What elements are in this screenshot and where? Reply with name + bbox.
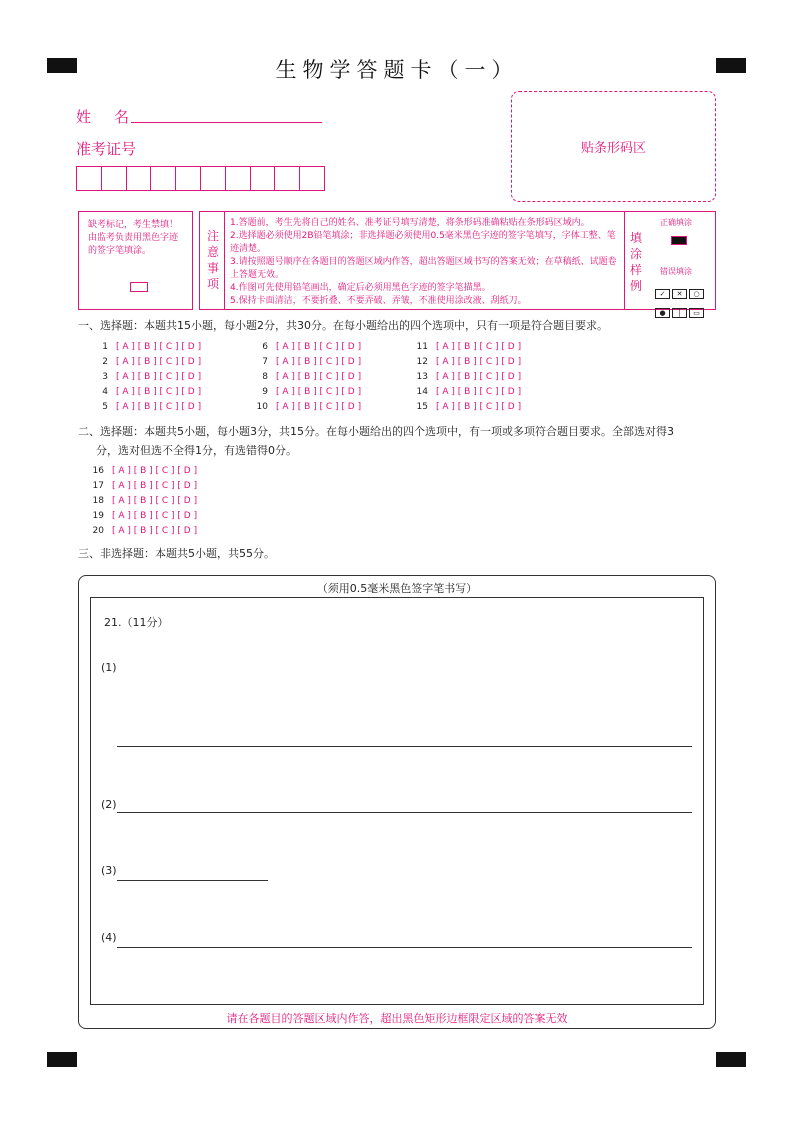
choice-row[interactable] [88,511,197,521]
choice-row[interactable] [412,372,521,382]
absent-mark-checkbox[interactable] [130,282,148,292]
question-number: 10 [256,402,268,412]
choice-row[interactable] [252,402,361,412]
question-number: 19 [92,511,104,521]
question-number: 15 [416,402,428,412]
fill-sample-label: 填涂样例 [629,231,642,293]
id-digit-cell[interactable] [201,167,226,190]
question-number: 13 [416,372,428,382]
choice-row[interactable] [92,402,201,412]
id-digit-cell[interactable] [77,167,102,190]
choice-options[interactable]: [ A ] [ B ] [ C ] [ D ] [436,357,522,367]
registration-mark-bottom-right [716,1052,746,1067]
choice-row[interactable] [252,387,361,397]
note-item: 4.作图可先使用铅笔画出，确定后必须用黑色字迹的签字笔描黑。 [230,283,491,293]
question-number: 20 [92,526,104,536]
question-number: 8 [262,372,268,382]
registration-mark-bottom-left [47,1052,77,1067]
part-2-label: (2) [101,798,117,811]
wrong-sample-check: ✓ [655,289,670,299]
name-label: 姓 名 [76,108,134,126]
choice-options[interactable]: [ A ] [ B ] [ C ] [ D ] [112,481,198,491]
question-21-label: 21.（11分） [104,616,169,629]
choice-options[interactable]: [ A ] [ B ] [ C ] [ D ] [112,511,198,521]
page-title: 生物学答题卡（一） [275,58,519,82]
choice-options[interactable]: [ A ] [ B ] [ C ] [ D ] [116,402,202,412]
choice-row[interactable] [92,342,201,352]
wrong-sample-rect: ▭ [689,308,704,318]
note-item: 1.答题前，考生先将自己的姓名、准考证号填写清楚，将条形码准确粘贴在条形码区域内。 [230,218,590,228]
question-number: 9 [262,387,268,397]
question-number: 14 [416,387,428,397]
choice-row[interactable] [92,372,201,382]
question-number: 7 [262,357,268,367]
choice-options[interactable]: [ A ] [ B ] [ C ] [ D ] [436,372,522,382]
id-digit-cell[interactable] [102,167,127,190]
name-field[interactable] [131,108,322,123]
choice-options[interactable]: [ A ] [ B ] [ C ] [ D ] [116,357,202,367]
id-digit-cell[interactable] [151,167,176,190]
wrong-sample-bar: │ [672,308,687,318]
question-number: 2 [102,357,108,367]
part-2-answer-line[interactable] [117,812,692,813]
question-number: 12 [416,357,428,367]
question-number: 17 [92,481,104,491]
choice-row[interactable] [92,387,201,397]
notes-divider [224,212,225,309]
choice-options[interactable]: [ A ] [ B ] [ C ] [ D ] [276,372,362,382]
notes-list [230,217,620,308]
id-digit-cell[interactable] [176,167,201,190]
answer-region-21[interactable] [90,597,704,1005]
choice-options[interactable]: [ A ] [ B ] [ C ] [ D ] [116,372,202,382]
barcode-label: 贴条形码区 [580,141,646,156]
wrong-fill-label: 错误填涂 [660,267,692,276]
part-1-label: (1) [101,661,117,674]
wrong-sample-circle: ○ [689,289,704,299]
choice-row[interactable] [92,357,201,367]
question-number: 6 [262,342,268,352]
choice-row[interactable] [252,372,361,382]
question-number: 4 [102,387,108,397]
section2-instruction-line2: 分，选对但选不全得1分，有选错得0分。 [96,444,297,457]
absent-mark-text: 缺考标记，考生禁填！由监考负责用黑色字迹的签字笔填涂。 [88,220,179,256]
part-4-label: (4) [101,931,117,944]
pen-note: （须用0.5毫米黑色签字笔书写） [316,582,478,595]
choice-options[interactable]: [ A ] [ B ] [ C ] [ D ] [276,387,362,397]
question-number: 18 [92,496,104,506]
choice-row[interactable] [88,526,197,536]
correct-fill-sample [671,236,687,245]
choice-options[interactable]: [ A ] [ B ] [ C ] [ D ] [276,357,362,367]
choice-options[interactable]: [ A ] [ B ] [ C ] [ D ] [436,342,522,352]
id-digit-cell[interactable] [127,167,152,190]
choice-options[interactable]: [ A ] [ B ] [ C ] [ D ] [116,342,202,352]
choice-row[interactable] [412,387,521,397]
choice-row[interactable] [412,357,521,367]
choice-row[interactable] [88,496,197,506]
note-item: 2.选择题必须使用2B铅笔填涂；非选择题必须使用0.5毫米黑色字迹的签字笔填写，字体工整、笔迹清楚。 [230,231,616,254]
choice-options[interactable]: [ A ] [ B ] [ C ] [ D ] [112,466,198,476]
footer-warning: 请在各题目的答题区域内作答，超出黑色矩形边框限定区域的答案无效 [226,1012,568,1025]
choice-row[interactable] [252,342,361,352]
section3-instruction: 三、非选择题：本题共5小题，共55分。 [78,547,275,560]
part-4-answer-line[interactable] [117,947,692,948]
id-digit-cell[interactable] [226,167,251,190]
part-1-answer-line[interactable] [117,746,692,747]
choice-options[interactable]: [ A ] [ B ] [ C ] [ D ] [112,496,198,506]
id-number-grid[interactable] [76,166,325,191]
choice-options[interactable]: [ A ] [ B ] [ C ] [ D ] [276,342,362,352]
sample-divider [624,212,625,309]
question-number: 3 [102,372,108,382]
choice-options[interactable]: [ A ] [ B ] [ C ] [ D ] [436,387,522,397]
question-number: 1 [102,342,108,352]
part-3-label: (3) [101,864,117,877]
notes-side-label: 注意事项 [206,229,219,291]
section2-instruction-line1: 二、选择题：本题共5小题，每小题3分，共15分。在每小题给出的四个选项中，有一项或多项符合题目要求。全部选对得3 [78,425,674,438]
question-number: 11 [416,342,428,352]
wrong-fill-samples [655,281,713,319]
choice-options[interactable]: [ A ] [ B ] [ C ] [ D ] [116,387,202,397]
choice-row[interactable] [412,402,521,412]
correct-fill-label: 正确填涂 [660,218,692,227]
id-digit-cell[interactable] [251,167,276,190]
choice-options[interactable]: [ A ] [ B ] [ C ] [ D ] [436,402,522,412]
choice-options[interactable]: [ A ] [ B ] [ C ] [ D ] [112,526,198,536]
notes-box [199,211,716,317]
id-label: 准考证号 [76,140,137,158]
choice-options[interactable]: [ A ] [ B ] [ C ] [ D ] [276,402,362,412]
barcode-area [511,91,716,202]
question-number: 16 [92,466,104,476]
choice-row[interactable] [88,481,197,491]
choice-row[interactable] [252,357,361,367]
wrong-sample-dot: ● [655,308,670,318]
part-3-answer-line[interactable] [117,880,268,881]
id-digit-cell[interactable] [275,167,300,190]
choice-row[interactable] [412,342,521,352]
absent-mark-box [78,211,193,310]
wrong-sample-cross: ✕ [672,289,687,299]
choice-row[interactable] [88,466,197,476]
note-item: 3.请按照题号顺序在各题目的答题区域内作答，超出答题区域书写的答案无效；在草稿纸、试题卷上答题无效。 [230,257,617,280]
question-number: 5 [102,402,108,412]
section1-instruction: 一、选择题：本题共15小题，每小题2分，共30分。在每小题给出的四个选项中，只有一项是符合题目要求。 [78,319,608,332]
id-digit-cell[interactable] [300,167,324,190]
note-item: 5.保持卡面清洁，不要折叠、不要弄破、弄皱，不准使用涂改液、刮纸刀。 [230,296,527,306]
